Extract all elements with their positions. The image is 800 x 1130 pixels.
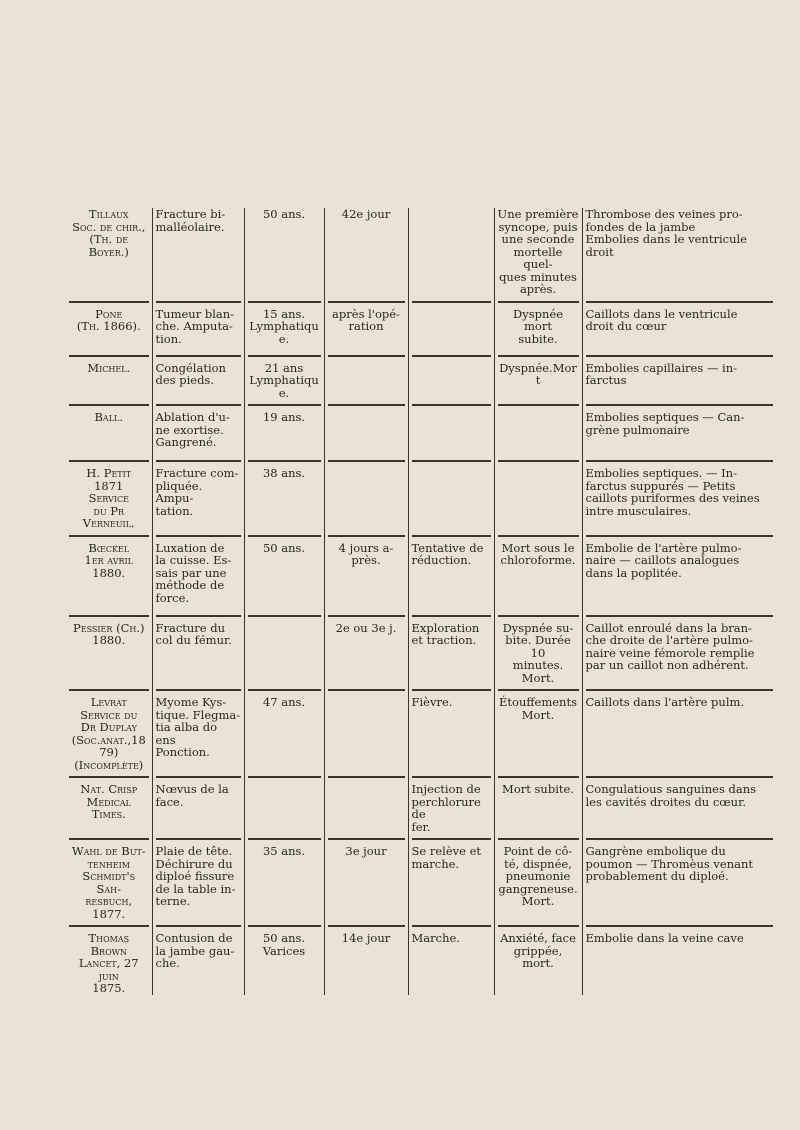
autopsy-text: Caillots dans l'artère pulm. — [585, 695, 745, 709]
cell-lesion — [152, 362, 244, 400]
separator-cell — [66, 455, 152, 467]
cell-author — [66, 622, 152, 685]
result-text: Étouffements Mort. — [499, 695, 577, 722]
lesion-text: Fracture bi- malléolaire. — [155, 207, 226, 234]
cell-day — [324, 696, 408, 771]
separator-cell — [494, 350, 582, 362]
cell-lesion — [152, 696, 244, 771]
author-text: Bœckel 1er avril 1880. — [84, 540, 133, 580]
separator-cell — [152, 455, 244, 467]
cell-day — [324, 362, 408, 400]
separator-cell — [582, 920, 776, 932]
row-separator — [66, 610, 776, 622]
separator-cell — [408, 771, 494, 783]
cell-lesion — [152, 932, 244, 995]
cause-text: Fièvre. — [411, 695, 453, 709]
separator-cell — [244, 399, 324, 411]
day-text: 14e jour — [341, 931, 391, 945]
lesion-text: Contusion de la jambe gau- che. — [155, 931, 235, 970]
table-row — [66, 696, 776, 771]
cause-text: Se relève et marche. — [411, 844, 482, 871]
cell-age — [244, 845, 324, 920]
table-row — [66, 467, 776, 530]
cell-result — [494, 542, 582, 610]
separator-cell — [66, 920, 152, 932]
autopsy-text: Embolies septiques. — In- farctus suppurés — Petits caillots puriformes des veines intre musculaires. — [585, 466, 760, 518]
cell-author — [66, 208, 152, 296]
cell-lesion — [152, 308, 244, 350]
separator-cell — [244, 771, 324, 783]
cell-day — [324, 542, 408, 610]
cell-result — [494, 362, 582, 400]
cell-author — [66, 308, 152, 350]
cell-age — [244, 411, 324, 455]
separator-cell — [324, 455, 408, 467]
autopsy-text: Embolie dans la veine cave — [585, 931, 744, 945]
separator-cell — [582, 296, 776, 308]
result-text: Dyspnée mort subite. — [513, 306, 563, 346]
cell-result — [494, 208, 582, 296]
age-text: 15 ans. Lymphatique. — [249, 306, 319, 346]
author-text: Wahl de But- tenheim Schmidt's Sah- resbuch, 1877. — [71, 844, 146, 921]
cell-result — [494, 622, 582, 685]
row-separator — [66, 530, 776, 542]
separator-cell — [582, 684, 776, 696]
cell-cause — [408, 467, 494, 530]
cell-cause — [408, 696, 494, 771]
row-separator — [66, 833, 776, 845]
separator-cell — [408, 833, 494, 845]
lesion-text: Congélation des pieds. — [155, 360, 226, 387]
separator-cell — [324, 833, 408, 845]
separator-cell — [66, 530, 152, 542]
author-text: Tillaux Soc. de chir., (Th. de Boyer.) — [72, 207, 146, 259]
table-row — [66, 411, 776, 455]
separator-cell — [152, 771, 244, 783]
case-table-body — [66, 208, 776, 995]
result-text: Anxiété, face grippée, mort. — [500, 931, 576, 970]
cell-age — [244, 542, 324, 610]
autopsy-text: Thrombose des veines pro- fondes de la jambe Embolies dans le ventricule droit — [585, 207, 747, 259]
separator-cell — [152, 920, 244, 932]
separator-cell — [244, 610, 324, 622]
cell-cause — [408, 783, 494, 833]
cell-autopsy — [582, 308, 776, 350]
separator-cell — [324, 530, 408, 542]
autopsy-text: Gangrène embolique du poumon — Thromèus venant probablement du diploé. — [585, 844, 754, 883]
cell-autopsy — [582, 622, 776, 685]
result-text: Une première syncope, puis une seconde mortelle quel- ques minutes après. — [497, 207, 579, 296]
row-separator — [66, 684, 776, 696]
lesion-text: Nœvus de la face. — [155, 782, 229, 809]
result-text: Mort subite. — [502, 782, 574, 796]
separator-cell — [408, 610, 494, 622]
lesion-text: Myome Kys- tique. Flegma- tia alba do ens Ponction. — [155, 695, 241, 759]
separator-cell — [582, 771, 776, 783]
separator-cell — [152, 296, 244, 308]
cell-result — [494, 467, 582, 530]
cell-autopsy — [582, 542, 776, 610]
cell-autopsy — [582, 362, 776, 400]
cell-author — [66, 783, 152, 833]
cell-result — [494, 308, 582, 350]
separator-cell — [582, 350, 776, 362]
cell-age — [244, 696, 324, 771]
lesion-text: Ablation d'u- ne exortise. Gangrené. — [155, 410, 230, 449]
result-text: Mort sous le chloroforme. — [500, 540, 576, 567]
cell-age — [244, 622, 324, 685]
cell-age — [244, 308, 324, 350]
cell-cause — [408, 411, 494, 455]
result-text: Point de cô- té, dispnée, pneumonie gangreneuse. Mort. — [498, 844, 578, 908]
separator-cell — [152, 350, 244, 362]
cell-author — [66, 362, 152, 400]
day-text: 3e jour — [345, 844, 387, 858]
cell-day — [324, 845, 408, 920]
author-text: Levrat Service du Dr Duplay (Soc.anat.,1879) (Incomplète) — [71, 695, 146, 772]
row-separator — [66, 296, 776, 308]
separator-cell — [494, 296, 582, 308]
separator-cell — [494, 455, 582, 467]
separator-cell — [582, 455, 776, 467]
cell-autopsy — [582, 411, 776, 455]
separator-cell — [494, 399, 582, 411]
author-text: Nat. Crisp Medical Times. — [80, 782, 138, 821]
cell-lesion — [152, 542, 244, 610]
result-text: Dyspnée su- bite. Durée 10 minutes. Mort. — [502, 620, 574, 685]
age-text: 50 ans. — [262, 540, 306, 555]
cell-day — [324, 308, 408, 350]
separator-cell — [152, 833, 244, 845]
cell-autopsy — [582, 845, 776, 920]
row-separator — [66, 350, 776, 362]
age-text: 35 ans. — [262, 844, 306, 858]
table-row — [66, 622, 776, 685]
author-text: Michel. — [87, 360, 131, 375]
cause-text: Marche. — [411, 931, 460, 945]
cell-lesion — [152, 783, 244, 833]
autopsy-text: Embolies septiques — Can- grène pulmonaire — [585, 410, 745, 437]
cell-lesion — [152, 411, 244, 455]
separator-cell — [66, 833, 152, 845]
separator-cell — [408, 399, 494, 411]
separator-cell — [66, 399, 152, 411]
separator-cell — [244, 684, 324, 696]
cell-lesion — [152, 622, 244, 685]
day-text: 2e ou 3e j. — [335, 620, 397, 635]
lesion-text: Fracture com- pliquée. Ampu- tation. — [155, 466, 239, 518]
age-text: 50 ans. Varices — [262, 931, 306, 958]
lesion-text: Tumeur blan- che. Amputa- tion. — [155, 306, 235, 346]
lesion-text: Plaie de tête. Déchirure du diploé fissure de la table in- terne. — [155, 844, 236, 908]
separator-cell — [494, 833, 582, 845]
table-row — [66, 932, 776, 995]
cell-day — [324, 467, 408, 530]
separator-cell — [408, 920, 494, 932]
separator-cell — [582, 833, 776, 845]
lesion-text: Luxation de la cuisse. Es- sais par une méthode de force. — [155, 540, 232, 605]
cell-author — [66, 932, 152, 995]
cell-result — [494, 932, 582, 995]
cell-day — [324, 411, 408, 455]
cell-day — [324, 208, 408, 296]
separator-cell — [324, 350, 408, 362]
cell-age — [244, 932, 324, 995]
result-text: Dyspnée.Mort — [499, 360, 577, 387]
table-row — [66, 783, 776, 833]
age-text: 47 ans. — [262, 695, 306, 709]
age-text: 19 ans. — [262, 410, 306, 424]
cell-cause — [408, 308, 494, 350]
case-table — [66, 208, 776, 995]
separator-cell — [152, 399, 244, 411]
day-text: 4 jours a- près. — [338, 540, 394, 567]
autopsy-text: Congulatious sanguines dans les cavités droites du cœur. — [585, 782, 757, 809]
table-row — [66, 362, 776, 400]
author-text: Thomas Brown Lancet, 27 juin 1875. — [78, 931, 139, 995]
cell-cause — [408, 362, 494, 400]
autopsy-text: Caillot enroulé dans la bran- che droite de l'artère pulmo- naire veine fémorole remplie par un caillot non adhérent. — [585, 620, 755, 672]
cell-cause — [408, 845, 494, 920]
author-text: Pessier (Ch.) 1880. — [73, 620, 145, 647]
separator-cell — [494, 530, 582, 542]
cell-author — [66, 845, 152, 920]
cell-lesion — [152, 845, 244, 920]
separator-cell — [324, 296, 408, 308]
separator-cell — [494, 920, 582, 932]
row-separator — [66, 771, 776, 783]
separator-cell — [244, 350, 324, 362]
separator-cell — [408, 296, 494, 308]
cell-lesion — [152, 467, 244, 530]
separator-cell — [66, 684, 152, 696]
separator-cell — [324, 771, 408, 783]
separator-cell — [408, 530, 494, 542]
cell-lesion — [152, 208, 244, 296]
separator-cell — [324, 684, 408, 696]
lesion-text: Fracture du col du fémur. — [155, 620, 232, 647]
author-text: H. Petit 1871 Service du Pr Verneuil. — [82, 466, 135, 530]
cell-day — [324, 783, 408, 833]
cell-autopsy — [582, 696, 776, 771]
table-row — [66, 308, 776, 350]
separator-cell — [324, 399, 408, 411]
separator-cell — [582, 399, 776, 411]
cell-author — [66, 696, 152, 771]
cell-author — [66, 411, 152, 455]
cell-cause — [408, 932, 494, 995]
age-text: 21 ans Lymphatique. — [249, 360, 319, 400]
separator-cell — [152, 610, 244, 622]
autopsy-text: Caillots dans le ventricule droit du cœur — [585, 306, 738, 333]
separator-cell — [244, 455, 324, 467]
separator-cell — [66, 771, 152, 783]
row-separator — [66, 399, 776, 411]
separator-cell — [408, 350, 494, 362]
separator-cell — [408, 684, 494, 696]
cell-age — [244, 208, 324, 296]
separator-cell — [152, 684, 244, 696]
cell-age — [244, 467, 324, 530]
cell-day — [324, 622, 408, 685]
day-text: après l'opé- ration — [332, 306, 400, 333]
autopsy-text: Embolie de l'artère pulmo- naire — caillots analogues dans la poplitée. — [585, 540, 742, 580]
cell-result — [494, 845, 582, 920]
separator-cell — [244, 920, 324, 932]
separator-cell — [66, 350, 152, 362]
table-row — [66, 845, 776, 920]
table-row — [66, 542, 776, 610]
separator-cell — [494, 684, 582, 696]
cell-autopsy — [582, 208, 776, 296]
separator-cell — [324, 610, 408, 622]
cell-age — [244, 362, 324, 400]
cell-author — [66, 467, 152, 530]
cell-day — [324, 932, 408, 995]
separator-cell — [66, 610, 152, 622]
separator-cell — [494, 771, 582, 783]
author-text: Pone (Th. 1866). — [76, 306, 141, 333]
cause-text: Exploration et traction. — [411, 620, 480, 647]
cell-author — [66, 542, 152, 610]
day-text: 42e jour — [341, 207, 391, 221]
cell-autopsy — [582, 467, 776, 530]
row-separator — [66, 920, 776, 932]
separator-cell — [494, 610, 582, 622]
cell-autopsy — [582, 783, 776, 833]
cell-autopsy — [582, 932, 776, 995]
age-text: 38 ans. — [262, 466, 306, 480]
cell-cause — [408, 542, 494, 610]
cause-text: Tentative de réduction. — [411, 540, 484, 567]
cell-cause — [408, 622, 494, 685]
separator-cell — [244, 833, 324, 845]
cell-result — [494, 783, 582, 833]
cell-result — [494, 696, 582, 771]
separator-cell — [324, 920, 408, 932]
table-row — [66, 208, 776, 296]
row-separator — [66, 455, 776, 467]
autopsy-text: Embolies capillaires — in- farctus — [585, 360, 738, 387]
author-text: Ball. — [94, 410, 123, 424]
separator-cell — [244, 530, 324, 542]
cause-text: Injection de perchlorure de fer. — [411, 782, 481, 834]
cell-cause — [408, 208, 494, 296]
separator-cell — [244, 296, 324, 308]
separator-cell — [152, 530, 244, 542]
cell-result — [494, 411, 582, 455]
separator-cell — [582, 610, 776, 622]
separator-cell — [408, 455, 494, 467]
age-text: 50 ans. — [262, 207, 306, 221]
separator-cell — [582, 530, 776, 542]
cell-age — [244, 783, 324, 833]
separator-cell — [66, 296, 152, 308]
